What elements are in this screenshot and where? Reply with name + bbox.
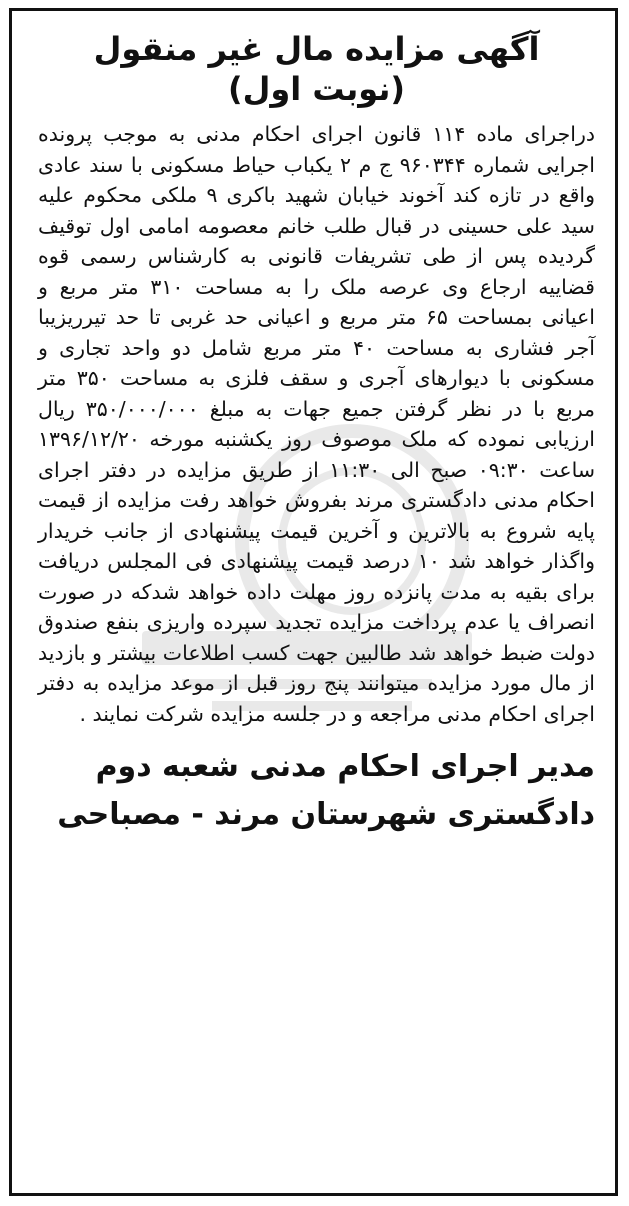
notice-title: آگهی مزایده مال غیر منقول: [93, 30, 540, 68]
notice-content: [38, 29, 595, 1175]
notice-body: دراجرای ماده ۱۱۴ قانون اجرای احکام مدنی به موجب پرونده اجرایی شماره ۹۶۰۳۴۴ ج م ۲ یکباب حیاط مسکونی با سند عادی واقع در تازه کند آخوند خیابان شهید باکری ۹ ملکی محکوم علیه سید علی حسینی در قبال طلب خانم معصومه امامی اول توقیف گردیده پس از طی تشریفات قانونی به کارشناس رسمی قوه قضاییه ارجاع وی عرصه ملک را به مساحت ۳۱۰ متر مربع و اعیانی بمساحت ۶۵ متر مربع و اعیانی حد غربی تا حد تیرریزیبا آجر فشاری به مساحت ۴۰ متر مربع شامل دو واحد تجاری و مسکونی با دیوارهای آجری و سقف فلزی به مساحت ۳۵۰ متر مربع با در نظر گرفتن جمیع جهات به مبلغ ۳۵۰/۰۰۰/۰۰۰ ریال ارزیابی نموده که ملک موصوف روز یکشنبه مورخه ۱۳۹۶/۱۲/۲۰ ساعت ۰۹:۳۰ صبح الی ۱۱:۳۰ از طریق مزایده در دفتر اجرای احکام مدنی دادگستری مرند بفروش خواهد رفت مزایده از قیمت پایه شروع به بالاترین و آخرین قیمت پیشنهادی از جانب خریدار واگذار خواهد شد ۱۰ درصد قیمت پیشنهادی فی المجلس دریافت برای بقیه به مدت پانزده روز مهلت داده خواهد شدکه در صورت انصراف یا عدم پرداخت مزایده تجدید سپرده واریزی بنفع صندوق دولت ضبط خواهد شد طالبین جهت کسب اطلاعات بیشتر و بازدید از مال مورد مزایده میتوانند پنج روز قبل از موعد مزایده به دفتر اجرای احکام مدنی مراجعه و در جلسه مزایده شرکت نمایند .: [38, 122, 596, 726]
notice-frame: [9, 8, 618, 1196]
signature-block: [38, 743, 595, 839]
signature-line-1: مدیر اجرای احکام مدنی شعبه دوم: [95, 749, 595, 784]
signature-line-2: دادگستری شهرستان مرند - مصباحی: [57, 797, 595, 832]
notice-subtitle: (نوبت اول): [228, 70, 405, 108]
